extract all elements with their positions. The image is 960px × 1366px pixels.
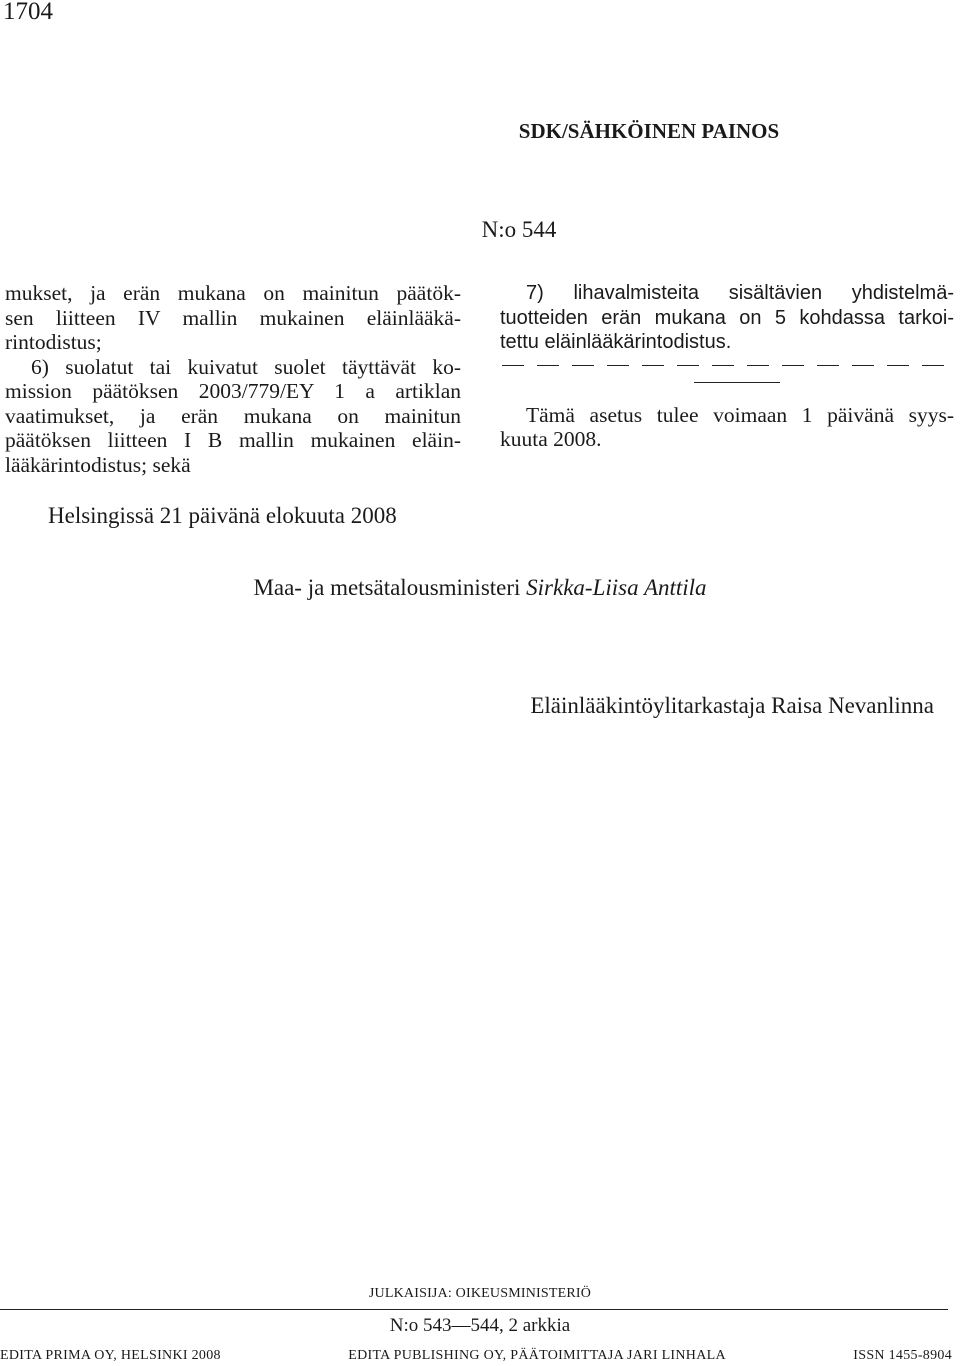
left-column	[5, 281, 461, 477]
page-number: 1704	[3, 0, 53, 25]
statute-number: N:o 544	[481, 217, 557, 242]
footer-printer: EDITA PRIMA OY, HELSINKI 2008	[0, 1348, 221, 1363]
text-line: sen liitteen IV mallin mukainen eläinlääkä-	[5, 305, 461, 330]
text-line: mukset, ja erän mukana on mainitun päätök-	[5, 281, 461, 305]
right-column	[500, 281, 954, 452]
text-line: mission päätöksen 2003/779/EY 1 a artiklan	[5, 379, 461, 403]
publisher: JULKAISIJA: OIKEUSMINISTERIÖ	[368, 1286, 592, 1301]
footer	[0, 1348, 952, 1364]
text-line: 7) lihavalmisteita sisältävien yhdistelmä-	[526, 282, 954, 304]
footer-issn: ISSN 1455-8904	[853, 1348, 952, 1363]
dash-separator	[500, 355, 954, 380]
print-run: N:o 543—544, 2 arkkia	[389, 1315, 571, 1336]
official-signature: Eläinlääkintöylitarkastaja Raisa Nevanlinna	[530, 693, 934, 718]
text-line: Tämä asetus tulee voimaan 1 päivänä syys-	[526, 402, 954, 427]
place-date: Helsingissä 21 päivänä elokuuta 2008	[48, 503, 397, 528]
text-line: rintodistus;	[5, 330, 102, 354]
footer-rule	[0, 1309, 948, 1310]
footer-publishing: EDITA PUBLISHING OY, PÄÄTOIMITTAJA JARI LINHALA	[348, 1348, 726, 1363]
text-line: tettu eläinlääkärintodistus.	[500, 331, 732, 353]
text-line: tuotteiden erän mukana on 5 kohdassa tarkoi-	[500, 306, 954, 329]
edition-header: SDK/SÄHKÖINEN PAINOS	[518, 119, 780, 143]
minister-name: Sirkka-Liisa Anttila	[526, 575, 707, 600]
text-line: kuuta 2008.	[500, 427, 602, 451]
minister-title: Maa- ja metsätalousministeri	[253, 575, 521, 600]
minister-signature	[0, 575, 960, 601]
text-line: lääkärintodistus; sekä	[5, 452, 191, 477]
text-line: 6) suolatut tai kuivatut suolet täyttävät ko-	[31, 354, 461, 379]
text-line: päätöksen liitteen I B mallin mukainen eläin-	[5, 428, 461, 452]
text-line: vaatimukset, ja erän mukana on mainitun	[5, 403, 461, 428]
short-rule	[694, 382, 780, 383]
